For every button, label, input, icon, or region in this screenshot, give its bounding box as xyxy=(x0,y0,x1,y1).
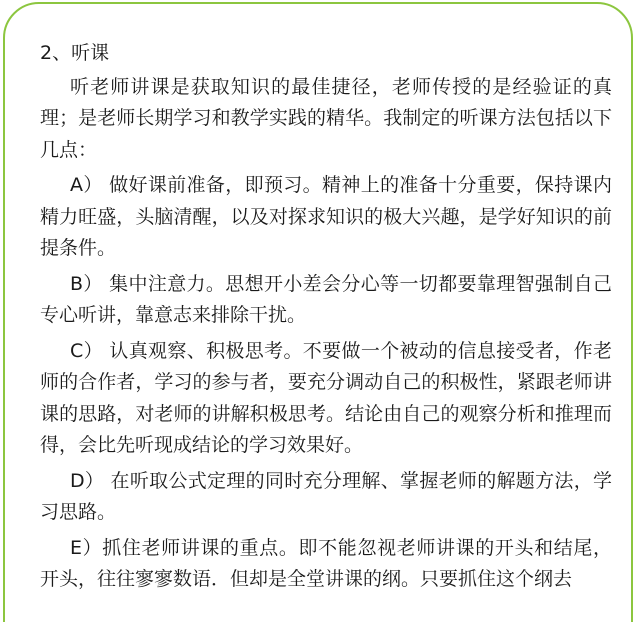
point-a-paragraph: A） 做好课前准备，即预习。精神上的准备十分重要，保持课内精力旺盛，头脑清醒，以及对探求知识的极大兴趣，是学好知识的前提条件。 xyxy=(40,174,612,259)
section-heading: 2、听课 xyxy=(40,42,110,64)
point-b-paragraph: B） 集中注意力。思想开小差会分心等一切都要靠理智强制自己专心听讲，靠意志来排除干扰。 xyxy=(40,272,612,326)
point-d-paragraph: D） 在听取公式定理的同时充分理解、掌握老师的解题方法，学习思路。 xyxy=(40,469,612,523)
article-content xyxy=(40,38,612,600)
point-c-paragraph: C） 认真观察、积极思考。不要做一个被动的信息接受者，作老师的合作者，学习的参与者，要充分调动自己的积极性，紧跟老师讲课的思路，对老师的讲解积极思考。结论由自己的观察分析和推理而得，会比先听现成结论的学习效果好。 xyxy=(40,339,612,456)
intro-paragraph: 听老师讲课是获取知识的最佳捷径，老师传授的是经验证的真理；是老师长期学习和教学实践的精华。我制定的听课方法包括以下几点： xyxy=(40,75,612,161)
point-e-paragraph: E）抓住老师讲课的重点。即不能忽视老师讲课的开头和结尾，开头，往往寥寥数语．但却是全堂讲课的纲。只要抓住这个纲去 xyxy=(40,536,612,590)
